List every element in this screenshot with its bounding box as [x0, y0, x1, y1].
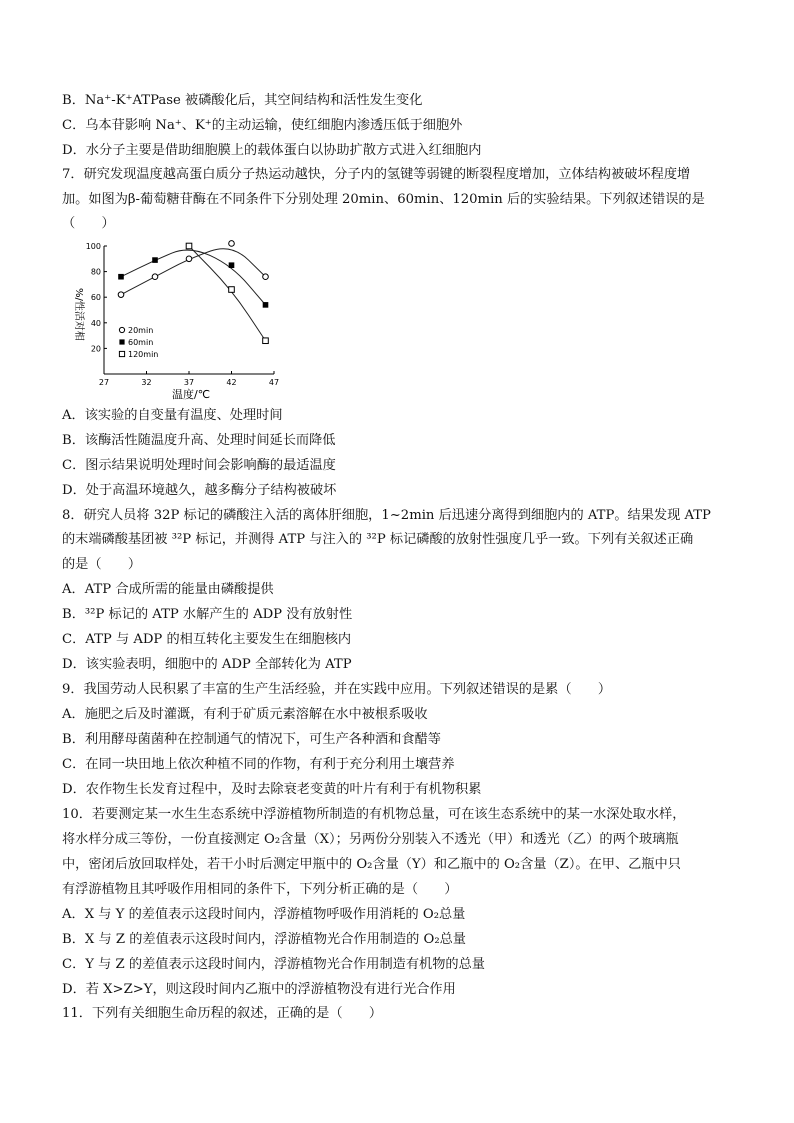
y-tick-label: 20	[90, 344, 101, 354]
x-tick-label: 47	[268, 378, 280, 387]
point-120min	[263, 338, 269, 344]
enzyme-activity-chart	[70, 238, 290, 408]
q7-stem-line3: （ ）	[62, 216, 115, 231]
legend-label-60min: 60min	[128, 338, 154, 347]
y-tick-label: 100	[85, 242, 101, 251]
point-60min	[118, 274, 124, 280]
legend-label-20min: 20min	[128, 326, 154, 335]
series-line-20min	[121, 249, 266, 295]
q8-stem-line3: 的是（ ）	[62, 557, 142, 572]
q7-stem-line1: 7．研究发现温度越高蛋白质分子热运动越快，分子内的氢键等弱键的断裂程度增加，立体结构被破坏程度增	[62, 167, 691, 182]
legend-marker-20min	[119, 327, 124, 332]
q6-option-c: C．乌本苷影响 Na⁺、K⁺的主动运输，使红细胞内渗透压低于细胞外	[62, 118, 463, 133]
q7-option-b: B．该酶活性随温度升高、处理时间延长而降低	[62, 433, 336, 448]
q9-option-c: C．在同一块田地上依次种植不同的作物，有利于充分利用土壤营养	[62, 757, 455, 772]
q7-option-d: D．处于高温环境越久，越多酶分子结构被破坏	[62, 483, 337, 498]
q11-stem: 11．下列有关细胞生命历程的叙述，正确的是（ ）	[62, 1006, 383, 1021]
q8-option-d: D．该实验表明，细胞中的 ADP 全部转化为 ATP	[62, 657, 352, 672]
y-tick-label: 80	[90, 267, 101, 277]
q10-option-c: C．Y 与 Z 的差值表示这段时间内，浮游植物光合作用制造有机物的总量	[62, 957, 485, 972]
q8-stem-line1: 8．研究人员将 32P 标记的磷酸注入活的离体肝细胞，1~2min 后迅速分离得到细胞内的 ATP。结果发现 ATP	[62, 508, 711, 523]
legend-label-120min: 120min	[128, 350, 159, 359]
y-tick-label: 60	[90, 293, 101, 303]
point-20min	[152, 274, 158, 280]
legend-marker-120min	[119, 351, 124, 356]
x-tick-label: 32	[141, 378, 152, 387]
q7-option-a: A．该实验的自变量有温度、处理时间	[62, 408, 283, 423]
q10-stem-line1: 10．若要测定某一水生生态系统中浮游植物所制造的有机物总量，可在该生态系统中的某一水深处取水样，	[62, 807, 686, 822]
q9-option-b: B．利用酵母菌菌种在控制通气的情况下，可生产各种酒和食醋等	[62, 732, 441, 747]
x-tick-label: 27	[98, 378, 110, 387]
q9-option-a: A．施肥之后及时灌溉，有利于矿质元素溶解在水中被根系吸收	[62, 707, 428, 722]
point-20min	[263, 274, 269, 280]
series-line-120min	[189, 246, 266, 341]
q8-option-c: C．ATP 与 ADP 的相互转化主要发生在细胞核内	[62, 632, 352, 647]
chart-ticks	[86, 242, 279, 387]
q10-option-b: B．X 与 Z 的差值表示这段时间内，浮游植物光合作用制造的 O₂总量	[62, 932, 466, 947]
q10-stem-line2: 将水样分成三等份，一份直接测定 O₂含量（X）；另两份分别装入不透光（甲）和透光（乙）的两个玻璃瓶	[62, 832, 679, 847]
q6-option-b: B．Na⁺-K⁺ATPase 被磷酸化后，其空间结构和活性发生变化	[62, 93, 423, 108]
q7-option-c: C．图示结果说明处理时间会影响酶的最适温度	[62, 458, 336, 473]
legend-marker-60min	[119, 339, 124, 344]
q9-option-d: D．农作物生长发育过程中，及时去除衰老变黄的叶片有利于有机物积累	[62, 782, 482, 797]
q8-option-b: B．³²P 标记的 ATP 水解产生的 ADP 没有放射性	[62, 607, 353, 622]
point-120min	[229, 287, 235, 293]
q8-stem-line2: 的末端磷酸基团被 ³²P 标记，并测得 ATP 与注入的 ³²P 标记磷酸的放射性强度几乎一致。下列有关叙述正确	[62, 532, 694, 547]
point-60min	[263, 302, 269, 308]
q8-option-a: A．ATP 合成所需的能量由磷酸提供	[62, 582, 274, 597]
point-120min	[186, 243, 192, 249]
q10-option-d: D．若 X>Z>Y，则这段时间内乙瓶中的浮游植物没有进行光合作用	[62, 982, 456, 997]
q10-stem-line3: 中，密闭后放回取样处，若干小时后测定甲瓶中的 O₂含量（Y）和乙瓶中的 O₂含量（Z）。在甲、乙瓶中只	[62, 857, 681, 872]
q10-stem-line4: 有浮游植物且其呼吸作用相同的条件下，下列分析正确的是（ ）	[62, 882, 458, 897]
q9-stem: 9．我国劳动人民积累了丰富的生产生活经验，并在实践中应用。下列叙述错误的是累（ ）	[62, 682, 612, 697]
point-20min	[118, 292, 124, 298]
point-20min	[186, 256, 192, 262]
x-axis-label: 温度/℃	[172, 388, 211, 401]
y-tick-label: 40	[90, 318, 101, 328]
q7-stem-line2: 加。如图为β-葡萄糖苷酶在不同条件下分别处理 20min、60min、120min 后的实验结果。下列叙述错误的是	[62, 192, 705, 207]
point-20min	[229, 241, 235, 247]
q6-option-d: D．水分子主要是借助细胞膜上的载体蛋白以协助扩散方式进入红细胞内	[62, 143, 482, 158]
point-60min	[229, 262, 235, 268]
point-60min	[152, 257, 158, 263]
chart-legend	[119, 326, 158, 359]
y-axis-label: %/性活对相	[73, 288, 84, 341]
x-tick-label: 37	[183, 378, 195, 387]
q10-option-a: A．X 与 Y 的差值表示这段时间内，浮游植物呼吸作用消耗的 O₂总量	[62, 907, 466, 922]
x-tick-label: 42	[226, 378, 237, 387]
